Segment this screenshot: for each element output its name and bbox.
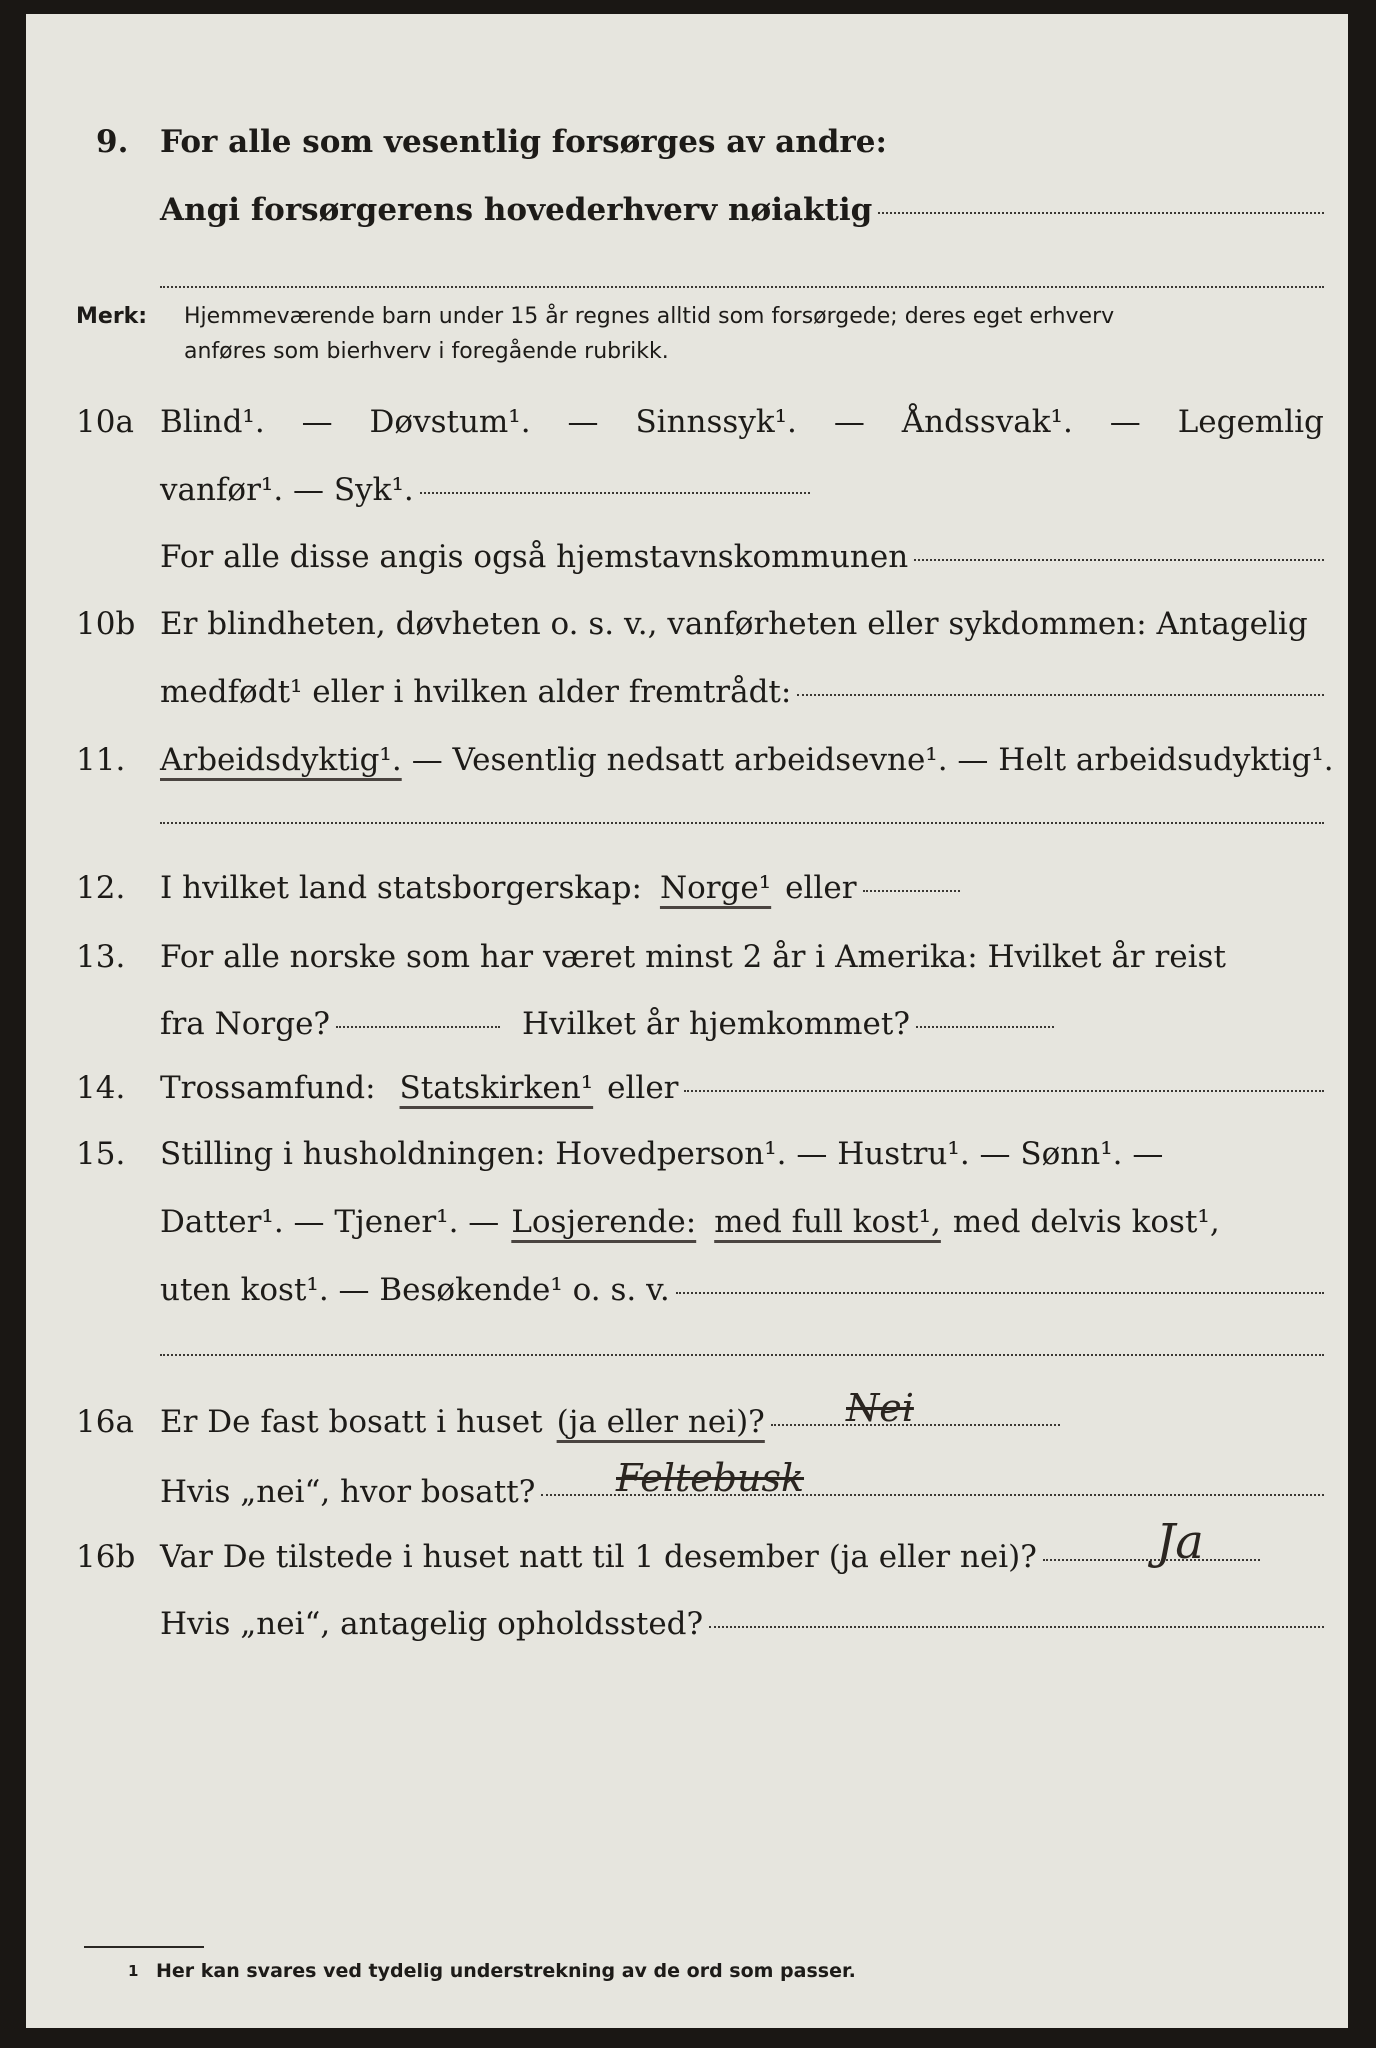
- q16b-answer-line[interactable]: [1043, 1559, 1260, 1561]
- option-legemlig[interactable]: Legemlig: [1177, 404, 1324, 440]
- option-full-kost[interactable]: med full kost¹,: [714, 1204, 941, 1240]
- q15-answer-line2[interactable]: [160, 1354, 1324, 1356]
- q16a-number: 16a: [76, 1404, 134, 1440]
- q16a-text: Er De fast bosatt i huset: [160, 1404, 543, 1440]
- q14-text: Trossamfund:: [160, 1070, 376, 1106]
- q9-number: 9.: [96, 124, 129, 160]
- q13-line2b: [522, 1006, 1054, 1042]
- merk-line1: Hjemmeværende barn under 15 år regnes alltid som forsørgede; deres eget erhverv: [184, 304, 1115, 329]
- q12-line: [160, 870, 960, 906]
- q10b-text: Er blindheten, døvheten o. s. v., vanførheten eller sykdommen: Antagelig: [160, 606, 1308, 642]
- q15-line3: [160, 1272, 1324, 1308]
- q15-number: 15.: [76, 1136, 126, 1172]
- q13-reist: fra Norge?: [160, 1006, 331, 1042]
- dash: —: [567, 404, 599, 440]
- option-statskirken[interactable]: Statskirken¹: [399, 1070, 594, 1106]
- q10a-line2: [160, 472, 810, 508]
- q15-text3: uten kost¹. — Besøkende¹ o. s. v.: [160, 1272, 670, 1308]
- dash: —: [1109, 404, 1141, 440]
- q16a-handwritten-answer[interactable]: Nei: [846, 1386, 914, 1430]
- q16b-number: 16b: [76, 1539, 136, 1575]
- option-andssvak[interactable]: Åndssvak¹.: [901, 404, 1073, 440]
- q9-answer-line[interactable]: [878, 212, 1324, 214]
- q10b-number: 10b: [76, 606, 136, 642]
- option-losjerende[interactable]: Losjerende:: [511, 1204, 697, 1240]
- q10a-hjemstavn-line[interactable]: [914, 559, 1324, 561]
- q14-number: 14.: [76, 1070, 126, 1106]
- q12-number: 12.: [76, 870, 126, 906]
- q15-text: Stilling i husholdningen: Hovedperson¹. — Hustru¹. — Sønn¹. —: [160, 1136, 1164, 1172]
- q16a-line1: [160, 1404, 1060, 1440]
- q10a-number: 10a: [76, 404, 134, 440]
- footnote-mark: 1: [128, 1962, 139, 1980]
- option-sinnssyk[interactable]: Sinnssyk¹.: [635, 404, 797, 440]
- q13-number: 13.: [76, 939, 126, 975]
- q16a-answer-line[interactable]: [771, 1424, 1060, 1426]
- option-arbeidsdyktig[interactable]: Arbeidsdyktig¹.: [160, 742, 402, 778]
- q9-line2: [160, 192, 1324, 228]
- q15-datter: Datter¹. — Tjener¹. —: [160, 1204, 500, 1240]
- census-form-page: [26, 14, 1348, 2028]
- q14-answer-line[interactable]: [684, 1090, 1324, 1092]
- q13-hjemkommet-line[interactable]: [916, 1026, 1054, 1028]
- q16b-text2: Hvis „nei“, antagelig opholdssted?: [160, 1606, 704, 1642]
- q16b-line1: [160, 1539, 1260, 1575]
- option-norge[interactable]: Norge¹: [659, 870, 772, 906]
- q13-line1: [160, 939, 1226, 975]
- q9-line1: [160, 124, 887, 160]
- q12-answer-line[interactable]: [863, 890, 960, 892]
- q16b-handwritten-answer[interactable]: Ja: [1156, 1514, 1204, 1570]
- q11-number: 11.: [76, 742, 126, 778]
- option-delvis-kost[interactable]: med delvis kost¹,: [952, 1204, 1220, 1240]
- q9-text: For alle som vesentlig forsørges av andre:: [160, 124, 887, 160]
- q13-text: For alle norske som har været minst 2 år i Amerika: Hvilket år reist: [160, 939, 1226, 975]
- q12-eller: eller: [785, 870, 857, 906]
- q11-rest: — Vesentlig nedsatt arbeidsevne¹. — Helt arbeidsudyktig¹.: [411, 742, 1334, 778]
- q11-line: [160, 742, 1334, 778]
- q10b-line1: [160, 606, 1308, 642]
- merk-label: Merk:: [76, 304, 148, 329]
- q12-text: I hvilket land statsborgerskap:: [160, 870, 642, 906]
- q14-line: [160, 1070, 1324, 1106]
- q14-eller: eller: [607, 1070, 679, 1106]
- q16a-handwritten-bosatt[interactable]: Feltebusk: [616, 1456, 805, 1500]
- q10a-line1: [160, 404, 1324, 440]
- q10a-answer-line[interactable]: [420, 492, 810, 494]
- q9-text2: Angi forsørgerens hovederhverv nøiaktig: [160, 192, 873, 228]
- merk-line2: anføres som bierhverv i foregående rubrikk.: [184, 339, 669, 364]
- q16a-jaeller: (ja eller nei)?: [556, 1404, 765, 1440]
- option-dovstum[interactable]: Døvstum¹.: [369, 404, 531, 440]
- option-blind[interactable]: Blind¹.: [160, 404, 265, 440]
- q16b-line2: [160, 1606, 1324, 1642]
- q15-answer-line[interactable]: [676, 1292, 1324, 1294]
- footnote-text: Her kan svares ved tydelig understrekning av de ord som passer.: [156, 1960, 856, 1982]
- q15-line1: [160, 1136, 1163, 1172]
- q10b-answer-line[interactable]: [797, 694, 1324, 696]
- q10a-text2: vanfør¹. — Syk¹.: [160, 472, 414, 508]
- q10b-line2: [160, 674, 1324, 710]
- q15-line2: [160, 1204, 1220, 1240]
- dash: —: [833, 404, 865, 440]
- q10b-text2: medfødt¹ eller i hvilken alder fremtrådt:: [160, 674, 792, 710]
- q13-reist-line[interactable]: [336, 1026, 500, 1028]
- dash: —: [301, 404, 333, 440]
- footnote-rule: [84, 1946, 204, 1948]
- q16a-text2: Hvis „nei“, hvor bosatt?: [160, 1474, 536, 1510]
- q13-hjemkommet: Hvilket år hjemkommet?: [522, 1006, 910, 1042]
- q10a-line3: [160, 539, 1324, 575]
- q10a-text3: For alle disse angis også hjemstavnskommunen: [160, 539, 909, 575]
- q11-answer-line[interactable]: [160, 822, 1324, 824]
- q16b-text: Var De tilstede i huset natt til 1 desember (ja eller nei)?: [160, 1539, 1037, 1575]
- q9-answer-line2[interactable]: [160, 286, 1324, 288]
- q13-line2a: [160, 1006, 500, 1042]
- q16b-opholdssted-line[interactable]: [709, 1626, 1324, 1628]
